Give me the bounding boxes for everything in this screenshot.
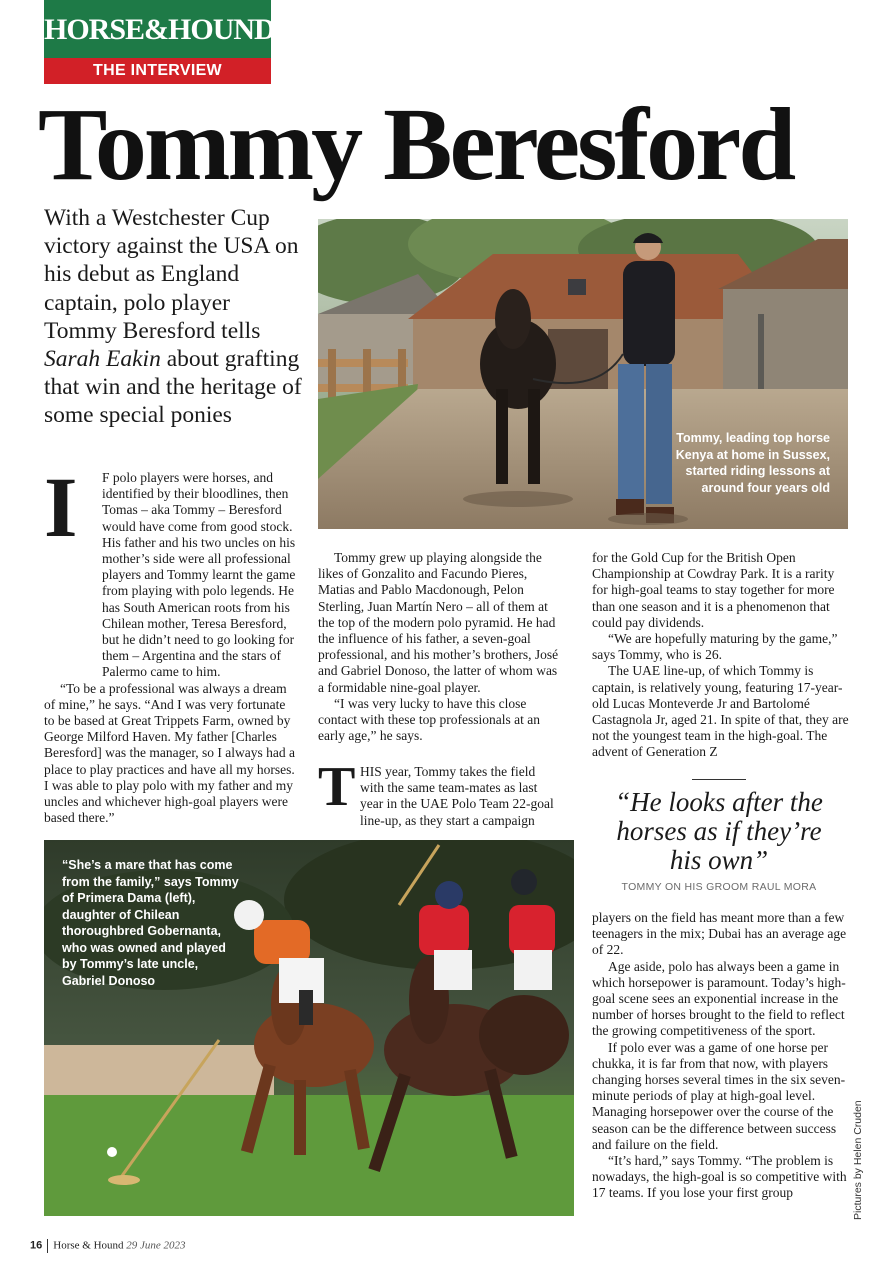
photo-caption: “She’s a mare that has come from the family,” says Tommy of Primera Dama (left), daughter of Chilean thoroughbred Gobernanta, who was owned and played by Tommy’s late uncle, Gabriel Donoso: [62, 858, 239, 988]
pull-quote-attribution: TOMMY ON HIS GROOM RAUL MORA: [621, 881, 817, 893]
photo-caption: Tommy, leading top horse Kenya at home in Sussex, started riding lessons at around four years old: [675, 431, 830, 495]
masthead-logo: [44, 0, 275, 84]
photo-credit: [852, 1090, 866, 1220]
pull-quote: “He looks after the horses as if they’re his own”: [615, 787, 823, 875]
body-paragraph: players on the field has meant more than a few teenagers in the mix; Dubai has an average age of 22.: [592, 910, 847, 958]
magazine-name: Horse & Hound: [53, 1239, 124, 1252]
logo-section-label: THE INTERVIEW: [44, 58, 271, 84]
body-paragraph: “I was very lucky to have this close contact with these top professionals at an early age,” he says.: [318, 695, 540, 744]
pullquote-rule: [692, 779, 746, 780]
body-column-2: [318, 550, 562, 744]
body-column-1: [44, 459, 298, 826]
logo-brand: HORSE&HOUND: [44, 0, 271, 58]
photo-credit-text: Pictures by Helen Cruden: [852, 1100, 864, 1220]
body-paragraph: [44, 459, 298, 681]
page-title: Tommy Beresford: [38, 87, 794, 202]
drop-cap: T: [318, 756, 356, 818]
standfirst-text: With a Westchester Cup victory against the USA on his debut as England captain, polo player Tommy Beresford tells: [44, 205, 299, 344]
author-name: Sarah Eakin: [44, 346, 161, 373]
body-column-3: [592, 550, 850, 761]
body-paragraph: The UAE line-up, of which Tommy is captain, is relatively young, featuring 17-year-old Lucas Monteverde Jr and Bartolomé Castagnola Jr, aged 21. In spite of that, they are not the youngest team in the high-goal. The advent of Generation Z: [592, 663, 849, 760]
body-column-3-continued: [592, 910, 850, 1202]
standfirst: [44, 204, 306, 430]
body-paragraph: “It’s hard,” says Tommy. “The problem is nowadays, the high-goal is so competitive with 17 teams. If you lose your first group: [592, 1153, 847, 1201]
body-paragraph: If polo ever was a game of one horse per chukka, it is far from that now, with players changing horses several times in the six seven-minute periods of play at high-goal level. Managing horsepower over the course of the season can be the difference between success and failure on the field.: [592, 1039, 846, 1152]
body-paragraph: “We are hopefully maturing by the game,” says Tommy, who is 26.: [592, 631, 838, 663]
body-paragraph: Tommy grew up playing alongside the likes of Gonzalito and Facundo Pieres, Matias and Pablo Macdonough, Pelon Sterling, Juan Martín Nero – all of them at the top of the modern polo pyramid. He had the influence of his father, a seven-goal professional, and his mother’s brothers, José and Gabriel Donoso, the latter of whom was a formidable nine-goal player.: [318, 550, 559, 695]
body-paragraph: Age aside, polo has always been a game in which horsepower is paramount. Today’s high-goal scene sees an exponential increase in the number of horses brought to the field to reflect the growing competitiveness of the sport.: [592, 958, 846, 1039]
standfirst-text-end: about grafting that win and the heritage of some special ponies: [44, 346, 302, 429]
body-column-2-continued: [360, 764, 562, 829]
body-paragraph: HIS year, Tommy takes the field with the same team-mates as last year in the UAE Polo Team 22-goal line-up, as they start a campaign: [360, 764, 554, 828]
issue-date: 29 June 2023: [126, 1239, 186, 1252]
body-text: F polo players were horses, and identified by their bloodlines, then Tomas – aka Tommy – Beresford would have come from good stock. His father and his two uncles on his mother’s side were all professional players and Tommy learnt the game from playing with polo legends. He has South American roots from his Chilean mother, Teresa Beresford, but he didn’t need to go looking for them – Argentina and the stars of Palermo came to him.: [102, 470, 296, 680]
body-paragraph: “To be a professional was always a dream of mine,” he says. “And I was very fortunate to be based at Great Trippets Farm, owned by George Milford Haven. My father [Charles Beresford] was the manager, so I always had a place to play practices and have all my horses. I was able to play polo with my father and my uncles and whichever high-goal players were based there.”: [44, 680, 295, 826]
page-number: 16: [30, 1239, 43, 1252]
drop-cap: I: [44, 459, 78, 555]
body-paragraph: for the Gold Cup for the British Open Championship at Cowdray Park. It is a rarity for high-goal teams to stay together for more than one season and it is a phenomenon that could pay dividends.: [592, 550, 835, 630]
footer-divider: [47, 1239, 48, 1253]
page-footer: [30, 1239, 186, 1253]
